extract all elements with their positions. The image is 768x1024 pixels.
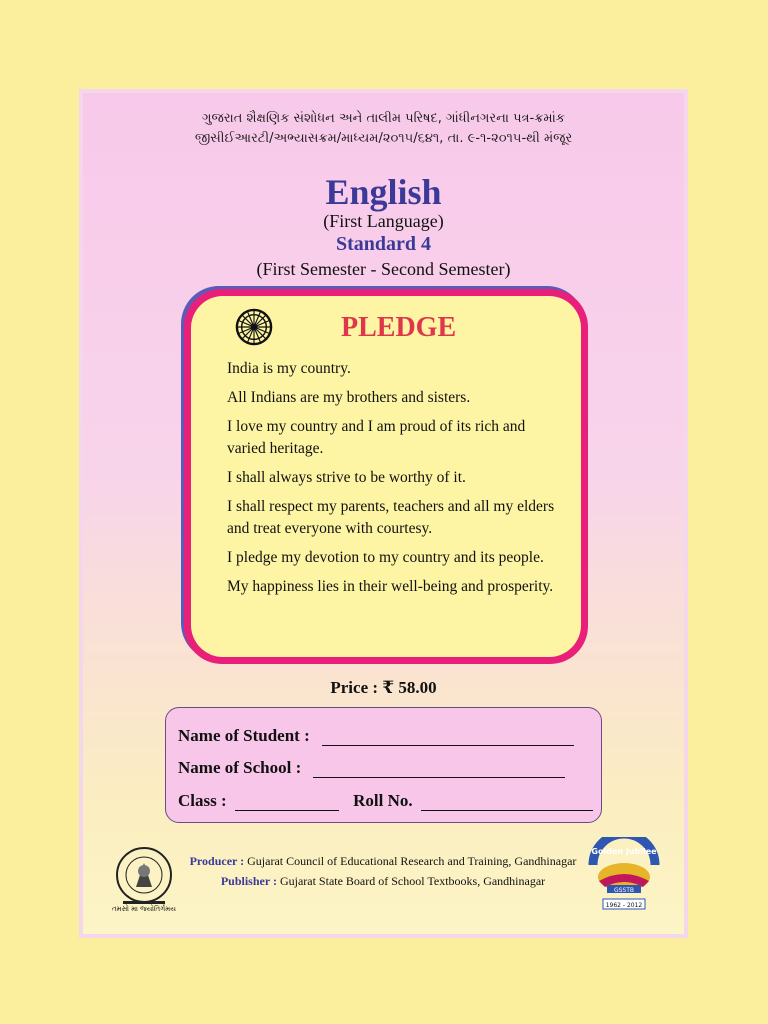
producer-label: Producer : [189,854,245,868]
book-standard: Standard 4 [335,233,432,255]
price-label: Price : ₹ 58.00 [330,678,437,697]
pledge-line: India is my country. [227,360,351,377]
student-name-field[interactable] [322,731,574,746]
pledge-line: My happiness lies in their well-being and prosperity. [227,578,554,595]
book-cover [79,89,688,938]
roll-label: Roll No. [353,791,413,810]
jubilee-title: Golden Jubilee [591,847,657,856]
cover-inner [83,93,684,934]
pledge-line: I pledge my devotion to my country and its people. [227,549,544,566]
producer-name: Gujarat Council of Educational Research and Training, Gandhinagar [247,854,577,868]
pledge-line: I love my country and I am proud of its rich and varied heritage. [227,418,526,457]
jubilee-years: 1962 - 2012 [605,902,643,909]
credits [173,851,593,891]
ashoka-chakra-icon [235,308,273,346]
student-name-row [178,726,574,746]
book-subtitle: (First Language) [323,211,444,231]
jubilee-org: GSSTB [613,887,635,894]
student-info-form [165,707,602,823]
approval-line-2: જીસીઈઆરટી/અભ્યાસક્રમ/માધ્યમ/૨૦૧૫/૬૪૧, તા. ૯-૧-૨૦૧૫-થી મંજૂર [194,131,573,146]
pledge-title: PLEDGE [341,312,457,343]
pledge-frame [184,289,588,664]
pledge-text [227,358,567,605]
publisher-line [173,871,593,891]
publisher-label: Publisher : [220,874,277,888]
student-name-label: Name of Student : [178,726,310,745]
pledge-line: I shall always strive to be worthy of it. [227,469,466,486]
pledge-line: All Indians are my brothers and sisters. [227,389,471,406]
producer-line [173,851,593,871]
school-name-field[interactable] [313,763,565,778]
approval-line-1: ગુજરાત શૈક્ષણિક સંશોધન અને તાલીમ પરિષદ, ગાંધીનગરના પત્ર-ક્રમાંક [202,111,565,126]
school-name-row [178,758,565,778]
gcert-emblem-icon [109,843,179,913]
emblem-motto: તમસો મા જ્યોતિર્ગમય [112,905,176,913]
school-name-label: Name of School : [178,758,302,777]
pledge-line: I shall respect my parents, teachers and all my elders and treat everyone with courtesy. [227,498,555,537]
roll-field[interactable] [421,796,593,811]
pledge-box [191,296,581,657]
class-label: Class : [178,791,227,810]
golden-jubilee-logo-icon [587,837,661,913]
class-roll-row [178,791,593,811]
class-field[interactable] [235,796,339,811]
book-title: English [325,172,442,212]
book-semester: (First Semester - Second Semester) [256,259,511,279]
publisher-name: Gujarat State Board of School Textbooks, Gandhinagar [279,874,546,888]
